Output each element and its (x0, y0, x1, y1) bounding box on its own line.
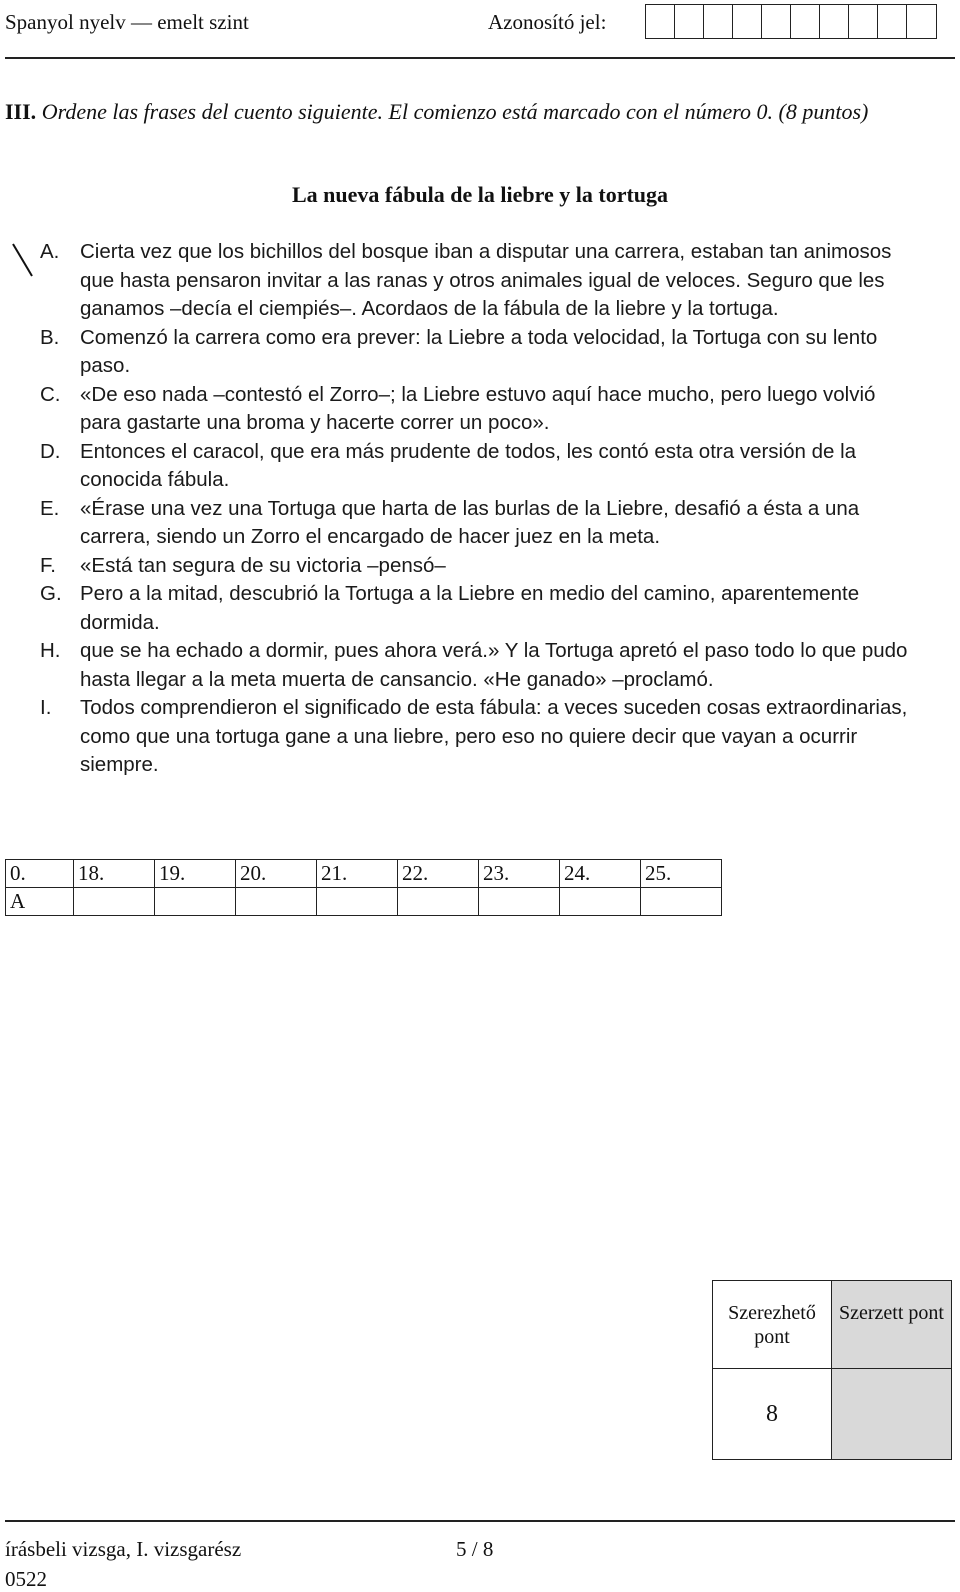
id-label: Azonosító jel: (488, 10, 607, 34)
earned-points-value[interactable] (832, 1369, 951, 1459)
answer-header-cell: 21. (317, 860, 398, 888)
sentence-item (40, 637, 920, 694)
task-instruction (5, 97, 945, 126)
id-digit-box[interactable] (704, 5, 733, 38)
sentence-item (40, 552, 920, 581)
sentence-text: Pero a la mitad, descubrió la Tortuga a la Liebre en medio del camino, aparentemente dormida. (80, 582, 860, 634)
sentence-letter: E. (40, 496, 60, 520)
sentence-letter: I. (40, 696, 52, 719)
sentence-item (40, 324, 920, 381)
id-digit-box[interactable] (907, 5, 936, 38)
sentence-item (40, 238, 920, 324)
cross-out-mark (10, 242, 40, 278)
sentence-letter: D. (40, 439, 61, 463)
sentence-text: Cierta vez que los bichillos del bosque iban a disputar una carrera, estaban tan animosos que hasta pensaron invitar a las ranas y otros animales igual de veloces. Seguro que les ganamos –decía el ciempiés–. Acordaos de la fábula de la liebre y la tortuga. (80, 240, 892, 320)
sentence-letter: F. (40, 553, 56, 577)
sentence-text: Todos comprendieron el significado de esta fábula: a veces suceden cosas extraordinarias, como que una tortuga gane a una liebre, pero eso no quiere decir que vayan a ocurrir siempre. (80, 696, 908, 776)
id-digit-box[interactable] (675, 5, 704, 38)
id-digit-box[interactable] (849, 5, 878, 38)
sentence-text: que se ha echado a dormir, pues ahora verá.» Y la Tortuga apretó el paso todo lo que pudo hasta llegar a la meta muerta de cansancio. «He ganado» –proclamó. (80, 639, 908, 691)
id-digit-box[interactable] (820, 5, 849, 38)
instruction-text: Ordene las frases del cuento siguiente. El comienzo está marcado con el número 0. (8 puntos) (41, 99, 869, 124)
sentence-letter: H. (40, 639, 61, 662)
score-box (712, 1280, 952, 1460)
sentence-text: «Está tan segura de su victoria –pensó– (80, 553, 446, 577)
answer-header-cell: 20. (236, 860, 317, 888)
max-points-label: Szerezhető pont (713, 1281, 832, 1369)
id-digit-box[interactable] (791, 5, 820, 38)
sentence-text: Comenzó la carrera como era prever: la Liebre a toda velocidad, la Tortuga con su lento paso. (80, 325, 878, 377)
answer-cell[interactable] (236, 888, 317, 916)
answer-cell[interactable] (479, 888, 560, 916)
max-points-value: 8 (713, 1369, 832, 1459)
sentence-text: «De eso nada –contestó el Zorro–; la Liebre estuvo aquí hace mucho, pero luego volvió para gastarte una broma y hacerte correr un poco». (80, 382, 876, 434)
sentence-item (40, 694, 920, 780)
answer-cell[interactable] (74, 888, 155, 916)
answer-cell[interactable] (317, 888, 398, 916)
answer-header-cell: 24. (560, 860, 641, 888)
id-digit-box[interactable] (733, 5, 762, 38)
id-digit-box[interactable] (646, 5, 675, 38)
exam-code: 0522 (5, 1567, 47, 1591)
answer-cell[interactable] (155, 888, 236, 916)
answer-value-row (6, 888, 722, 916)
answer-header-cell: 25. (641, 860, 722, 888)
answer-header-cell: 22. (398, 860, 479, 888)
answer-header-cell: 18. (74, 860, 155, 888)
task-number: III. (5, 99, 37, 124)
header-divider (5, 57, 955, 59)
answer-cell: A (6, 888, 74, 916)
answer-cell[interactable] (398, 888, 479, 916)
answer-header-cell: 23. (479, 860, 560, 888)
sentence-letter: C. (40, 382, 61, 406)
answer-header-cell: 19. (155, 860, 236, 888)
sentence-item (40, 438, 920, 495)
sentence-letter: G. (40, 582, 62, 605)
exam-part: írásbeli vizsga, I. vizsgarész (5, 1537, 242, 1561)
sentence-text: Entonces el caracol, que era más prudente de todos, les contó esta otra versión de la conocida fábula. (80, 439, 857, 491)
answer-header-row (6, 860, 722, 888)
footer-divider (5, 1520, 955, 1522)
id-digit-box[interactable] (762, 5, 791, 38)
earned-points-label: Szerzett pont (832, 1281, 951, 1369)
page-number: 5 / 8 (456, 1537, 494, 1561)
answer-table (5, 859, 722, 916)
sentence-letter: A. (40, 240, 60, 263)
sentence-list (40, 238, 920, 780)
id-code-boxes[interactable] (645, 4, 937, 39)
answer-header-cell: 0. (6, 860, 74, 888)
answer-cell[interactable] (641, 888, 722, 916)
exam-subject: Spanyol nyelv — emelt szint (5, 10, 249, 34)
answer-cell[interactable] (560, 888, 641, 916)
sentence-item (40, 580, 920, 637)
sentence-item (40, 495, 920, 552)
id-digit-box[interactable] (878, 5, 907, 38)
sentence-item (40, 381, 920, 438)
story-title: La nueva fábula de la liebre y la tortuga (291, 182, 669, 207)
sentence-letter: B. (40, 325, 60, 349)
sentence-text: «Érase una vez una Tortuga que harta de las burlas de la Liebre, desafió a ésta a una carrera, siendo un Zorro el encargado de hacer juez en la meta. (80, 496, 860, 548)
